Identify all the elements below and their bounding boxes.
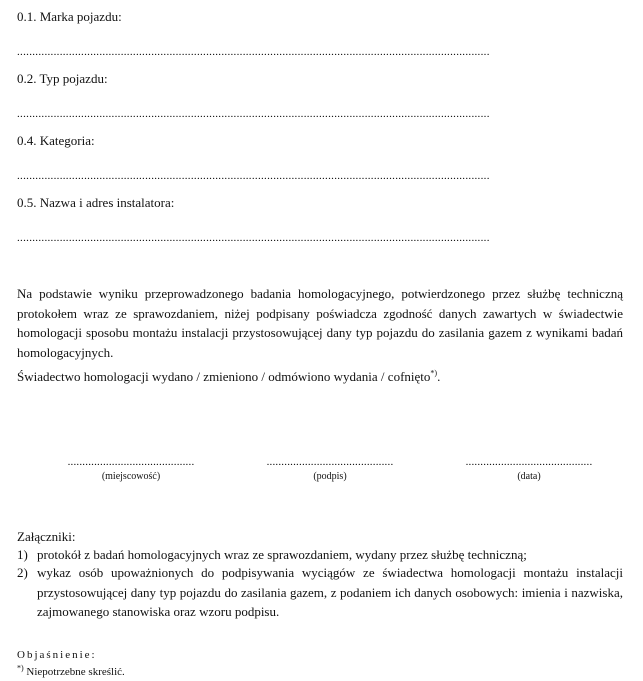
certificate-text: Świadectwo homologacji wydano / zmieniono / odmówiono wydania / cofnięto xyxy=(17,369,431,384)
certificate-footnote-mark: *) xyxy=(430,368,438,378)
attachment-text: wykaz osób upoważnionych do podpisywania wyciągów ze świadectwa homologacji montażu instalacji przystosowującej dany typ pojazdu do zasilania gazem, z podaniem ich danych osobowych: imienia i nazwiska, zajmowanego stanowiska oraz wzoru podpisu. xyxy=(37,565,623,619)
attachments-title: Załączniki: xyxy=(17,529,76,544)
field-label-vehicle-type: 0.2. Typ pojazdu: xyxy=(17,71,108,86)
statement-paragraph: Na podstawie wyniku przeprowadzonego badania homologacyjnego, potwierdzonego przez służbę techniczną protokołem wraz ze sprawozdaniem, niżej podpisany poświadcza zgodność danych zawartych w świadectwie homologacji sposobu montażu instalacji przystosowującej dany typ pojazdu do zasilania gazem z wynikami badań homologacyjnych. xyxy=(17,286,623,360)
attachment-number: 2) xyxy=(17,565,28,580)
field-label-installer: 0.5. Nazwa i adres instalatora: xyxy=(17,195,175,210)
signature-date xyxy=(454,456,604,482)
signature-date-dots: ........................................... xyxy=(465,456,593,468)
signature-date-caption: (data) xyxy=(517,471,541,482)
field-dots-vehicle-make: ........................................................................................................................................................... xyxy=(17,46,490,58)
signature-sign-caption: (podpis) xyxy=(313,471,347,482)
signature-place xyxy=(56,456,206,482)
field-dots-vehicle-type: ........................................................................................................................................................... xyxy=(17,108,490,120)
certificate-line xyxy=(17,369,440,385)
signature-sign-dots: ........................................... xyxy=(266,456,394,468)
explanation-title: Objaśnienie: xyxy=(17,649,97,661)
attachment-text: protokół z badań homologacyjnych wraz ze sprawozdaniem, wydany przez służbę techniczną; xyxy=(37,547,527,562)
signature-sign xyxy=(255,456,405,482)
footnote xyxy=(17,663,125,678)
attachment-number: 1) xyxy=(17,547,28,562)
footnote-text: Niepotrzebne skreślić. xyxy=(23,666,125,678)
field-dots-installer: ........................................................................................................................................................... xyxy=(17,232,490,244)
signature-place-caption: (miejscowość) xyxy=(101,471,161,482)
signature-place-dots: ........................................... xyxy=(67,456,195,468)
field-dots-category: ........................................................................................................................................................... xyxy=(17,170,490,182)
attachment-item xyxy=(17,545,623,565)
attachment-item xyxy=(17,563,623,622)
field-label-category: 0.4. Kategoria: xyxy=(17,133,95,148)
field-label-vehicle-make: 0.1. Marka pojazdu: xyxy=(17,9,122,24)
footnote-mark: *) xyxy=(17,663,24,673)
certificate-end: . xyxy=(437,369,441,384)
